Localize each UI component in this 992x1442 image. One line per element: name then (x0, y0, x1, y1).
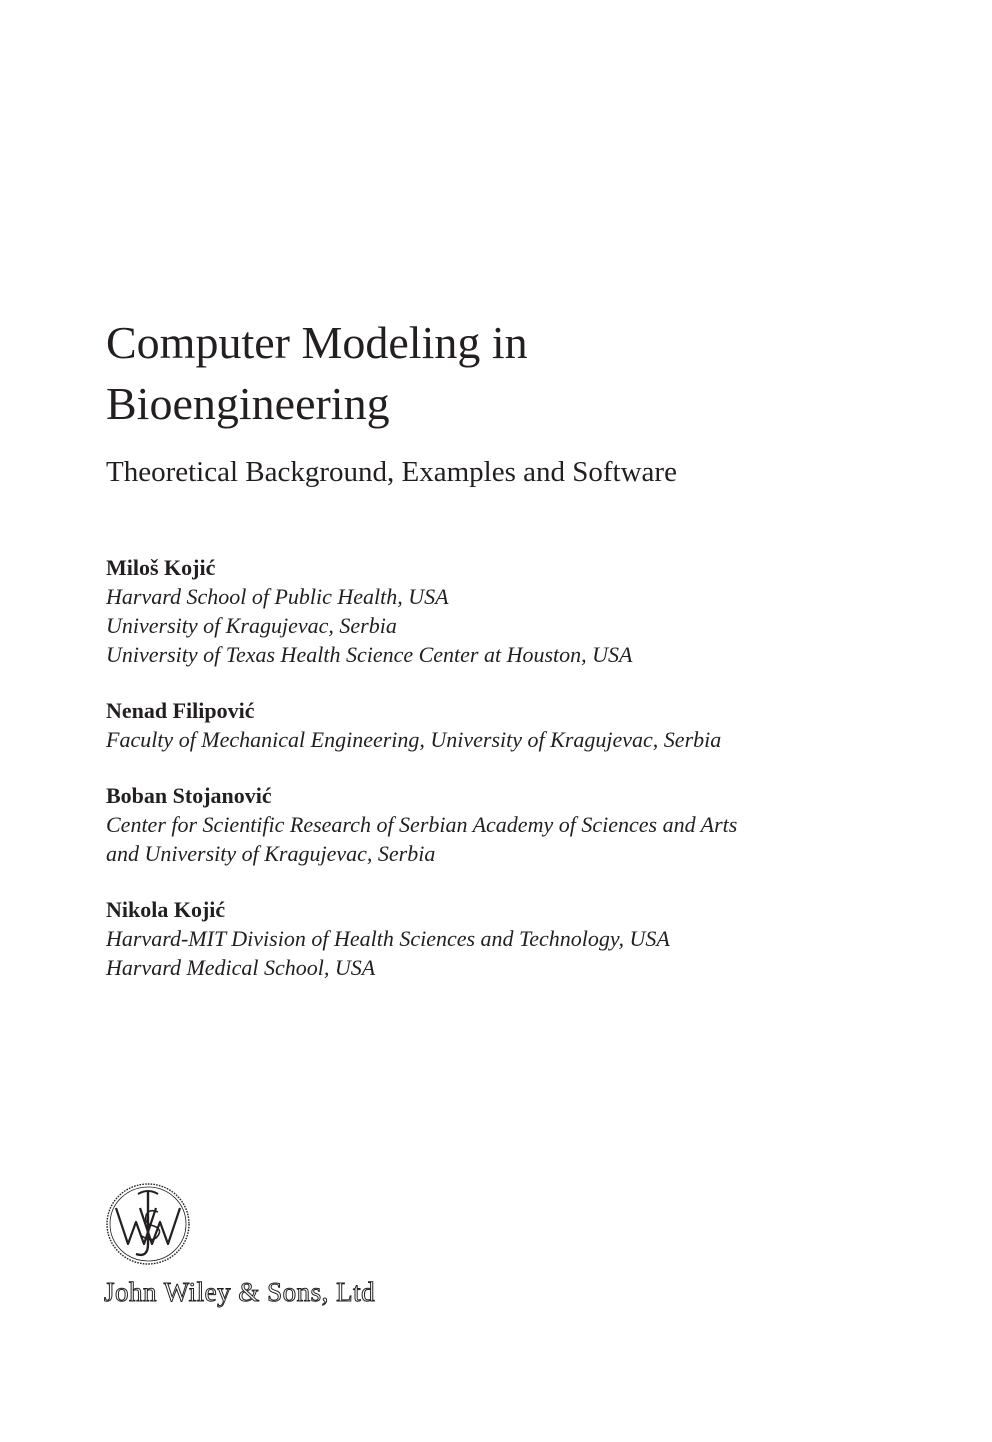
author-name: Nikola Kojić (106, 897, 226, 922)
author-name: Boban Stojanović (106, 783, 272, 808)
author-affiliation: University of Kragujevac, Serbia (106, 613, 397, 638)
author-affiliation: and University of Kragujevac, Serbia (106, 841, 436, 866)
author-block (106, 895, 926, 982)
author-affiliation: University of Texas Health Science Center at Houston, USA (106, 642, 633, 667)
author-block (106, 553, 926, 669)
author-list (106, 553, 926, 1009)
book-title (106, 312, 926, 434)
publisher-name: John Wiley & Sons, Ltd (104, 1277, 376, 1307)
book-title-line-2: Bioengineering (106, 378, 390, 429)
author-affiliation: Harvard-MIT Division of Health Sciences and Technology, USA (106, 926, 670, 951)
book-title-line-1: Computer Modeling in (106, 317, 528, 368)
author-affiliation: Harvard School of Public Health, USA (106, 584, 449, 609)
author-name: Miloš Kojić (106, 555, 216, 580)
author-affiliation: Center for Scientific Research of Serbian Academy of Sciences and Arts (106, 812, 738, 837)
author-block (106, 781, 926, 868)
author-name: Nenad Filipović (106, 698, 255, 723)
wiley-logo-icon (104, 1178, 192, 1266)
author-affiliation: Harvard Medical School, USA (106, 955, 376, 980)
book-subtitle: Theoretical Background, Examples and Software (106, 456, 677, 488)
author-affiliation: Faculty of Mechanical Engineering, University of Kragujevac, Serbia (106, 727, 722, 752)
author-block (106, 696, 926, 754)
